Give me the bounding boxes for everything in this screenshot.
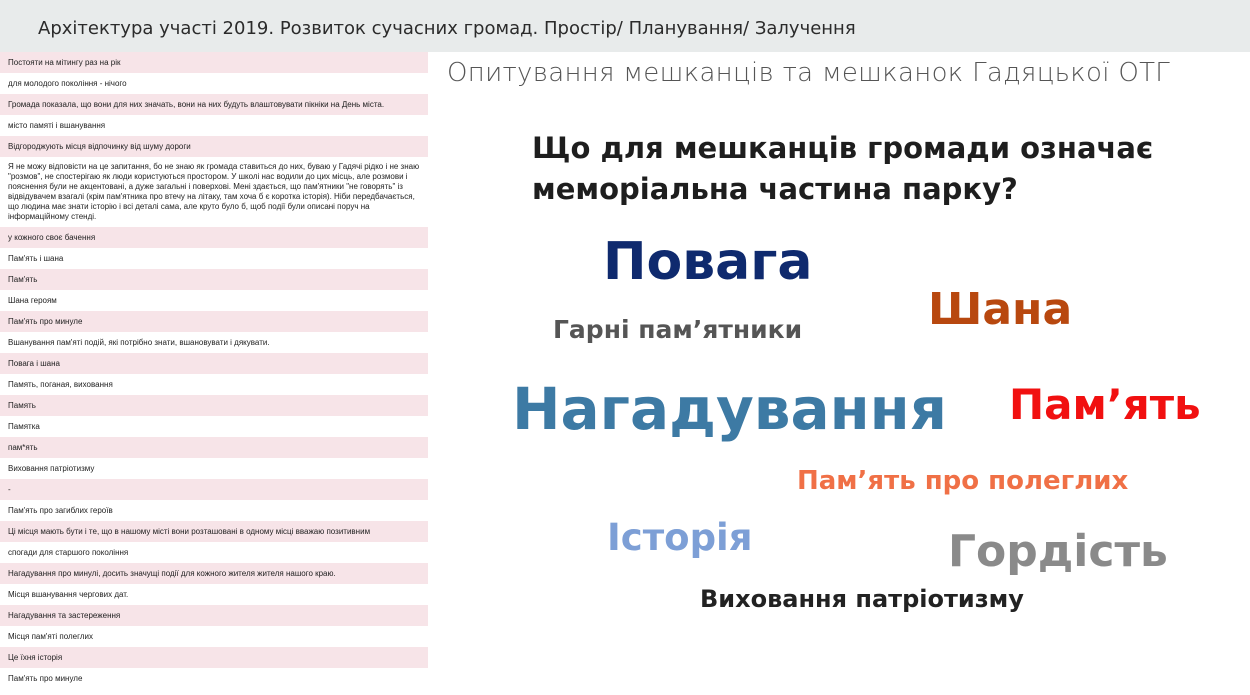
response-row: Повага і шана [0,353,428,374]
question-line-2: меморіальна частина парку? [532,172,1018,206]
response-row: Ці місця мають бути і те, що в нашому місті вони розташовані в одному місці вважаю позитивним [0,521,428,542]
response-row: Громада показала, що вони для них значать, вони на них будуть влаштовувати пікніки на День міста. [0,94,428,115]
response-row: Нагадування про минулі, досить значущі події для кожного жителя жителя нашого краю. [0,563,428,584]
word-harni-pamiatnyky: Гарні пам’ятники [553,315,803,344]
word-povaha: Повага [603,232,813,292]
header-bar [0,0,1250,52]
response-row: спогади для старшого покоління [0,542,428,563]
response-row: Постояти на мітингу раз на рік [0,52,428,73]
response-row: Виховання патріотизму [0,458,428,479]
response-row: Це їхня історія [0,647,428,668]
response-row: для молодого покоління - нічого [0,73,428,94]
header-title: Архітектура участі 2019. Розвиток сучасних громад. Простір/ Планування/ Залучення [38,18,856,39]
response-row: у кожного своє бачення [0,227,428,248]
response-row: Відгороджують місця відпочинку від шуму дороги [0,136,428,157]
response-row: місто памяті і вшанування [0,115,428,136]
response-row: Памятка [0,416,428,437]
survey-question [532,128,1232,210]
response-row: пам*ять [0,437,428,458]
response-row: Місця пам'яті полеглих [0,626,428,647]
response-row: Я не можу відповісти на це запитання, бо не знаю як громада ставиться до них, буваю у Гадячі рідко і не знаю "розмов", не спостерігаю як люди користуються простором. У школі нас водили до цих місць, але розмови і пояснення були не акцентовані, а дуже загальні і поверхові. Мені здається, що пам'ятники "не говорять" із відвідувачем взагалі (крім пам'ятника про втечу на літаку, там хоча б є коротка історія). Ніби передбачається, що людина має знати історію і всі деталі сама, але круто було б, щоб події були описані поруч на інформаційному стенді. [0,157,428,227]
response-row: Память, поганая, виховання [0,374,428,395]
response-row: Пам'ять про минуле [0,668,428,689]
survey-title: Опитування мешканців та мешканок Гадяцької ОТГ [447,58,1171,88]
response-row: Память [0,395,428,416]
response-row: Пам'ять [0,269,428,290]
responses-list [0,52,428,695]
word-hordist: Гордість [948,526,1168,577]
response-row: Пам'ять про минуле [0,311,428,332]
word-nahaduvannia: Нагадування [512,375,947,443]
word-pamiat: Пам’ять [1009,380,1201,429]
word-istoriia: Історія [607,516,753,559]
word-vykhovannia-patriotyzmu: Виховання патріотизму [700,585,1024,613]
response-row: Пам'ять про загиблих героїв [0,500,428,521]
response-row: Пам'ять і шана [0,248,428,269]
response-row: Вшанування пам'яті подій, які потрібно знати, вшановувати і дякувати. [0,332,428,353]
response-row: - [0,479,428,500]
response-row: Шана героям [0,290,428,311]
word-pamiat-pro-polehlykh: Пам’ять про полеглих [797,466,1129,496]
word-shana: Шана [928,284,1073,335]
response-row: Місця вшанування чергових дат. [0,584,428,605]
response-row: Нагадування та застереження [0,605,428,626]
question-line-1: Що для мешканців громади означає [532,131,1154,165]
